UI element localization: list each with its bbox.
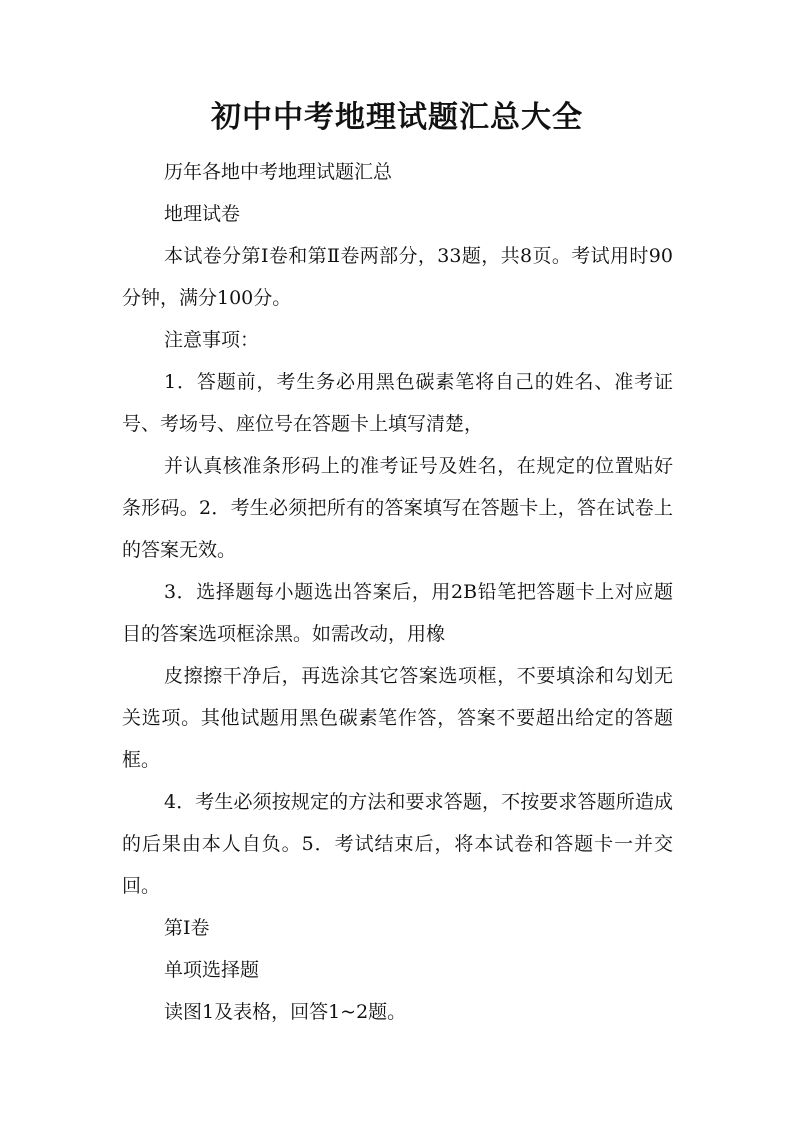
paragraph-part-one: 第Ⅰ卷 bbox=[164, 917, 210, 939]
document-body bbox=[122, 151, 673, 1033]
paragraph-notice-heading: 注意事项： bbox=[164, 329, 260, 351]
paragraph-notice-3-cont: 皮擦擦干净后，再选涂其它答案选项框，不要填涂和勾划无关选项。其他试题用黑色碳素笔作答，答案不要超出给定的答题框。 bbox=[122, 665, 673, 771]
paragraph-notice-1-cont: 并认真核准条形码上的准考证号及姓名，在规定的位置贴好条形码。2．考生必须把所有的答案填写在答题卡上，答在试卷上的答案无效。 bbox=[122, 455, 673, 561]
paragraph-notice-3: 3．选择题每小题选出答案后，用2B铅笔把答题卡上对应题目的答案选项框涂黑。如需改动，用橡 bbox=[122, 581, 673, 645]
paragraph-question-instruction: 读图1及表格，回答1~2题。 bbox=[164, 1001, 407, 1023]
paragraph-section-heading: 单项选择题 bbox=[164, 959, 260, 981]
paragraph-notice-4: 4．考生必须按规定的方法和要求答题，不按要求答题所造成的后果由本人自负。5．考试结束后，将本试卷和答题卡一并交回。 bbox=[122, 791, 673, 897]
document-title: 初中中考地理试题汇总大全 bbox=[211, 100, 583, 135]
paragraph-notice-1: 1．答题前，考生务必用黑色碳素笔将自己的姓名、准考证号、考场号、座位号在答题卡上填写清楚， bbox=[122, 371, 673, 435]
paragraph-exam-name: 地理试卷 bbox=[164, 203, 241, 225]
paragraph-exam-info: 本试卷分第Ⅰ卷和第Ⅱ卷两部分，33题，共8页。考试用时90分钟，满分100分。 bbox=[122, 245, 673, 309]
paragraph-subtitle: 历年各地中考地理试题汇总 bbox=[164, 161, 393, 183]
